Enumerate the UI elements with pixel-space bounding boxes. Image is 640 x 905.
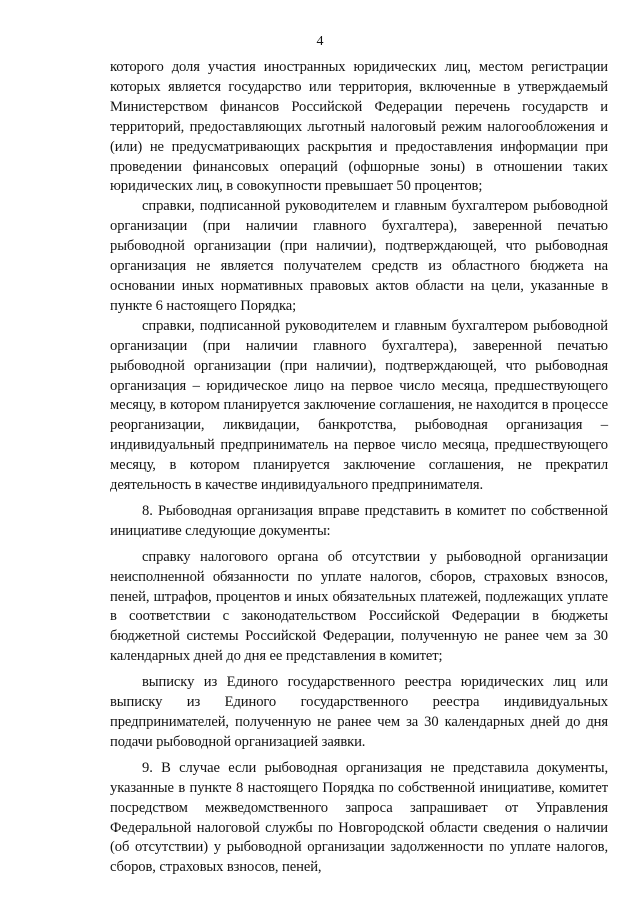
paragraph-registry-extract: выписку из Единого государственного реестра юридических лиц или выписку из Единого государственного реестра индивидуальных предпринимателей, полученную не ранее чем за 30 календарных дней до дня подачи рыбоводной организацией заявки. [110, 674, 608, 750]
paragraph-certificate-no-budget-funds: справки, подписанной руководителем и главным бухгалтером рыбоводной организации (при наличии главного бухгалтера), заверенной печатью рыбоводной организации (при наличии), подтверждающей, что рыбоводная организация не является получателем средств из областного бюджета на основании иных нормативных правовых актов области на цели, указанные в пункте 6 настоящего Порядка; [110, 198, 608, 314]
document-body [110, 58, 608, 878]
paragraph-continuation: которого доля участия иностранных юридических лиц, местом регистрации которых является государство или территория, включенные в утверждаемый Министерством финансов Российской Федерации перечень государств и территорий, предоставляющих льготный налоговый режим налогообложения и (или) не предусматривающих раскрытия и предоставления информации при проведении финансовых операций (офшорные зоны) в отношении таких юридических лиц, в совокупности превышает 50 процентов; [110, 59, 608, 195]
paragraph-item-9: 9. В случае если рыбоводная организация не представила документы, указанные в пункте 8 настоящего Порядка по собственной инициативе, комитет посредством межведомственного запроса запрашивает от Управления Федеральной налоговой службы по Новгородской области сведения о наличии (об отсутствии) у рыбоводной организации задолженности по уплате налогов, сборов, страховых взносов, пеней, [110, 759, 608, 876]
paragraph-certificate-no-reorganization: справки, подписанной руководителем и главным бухгалтером рыбоводной организации (при наличии главного бухгалтера), заверенной печатью рыбоводной организации (при наличии), подтверждающей, что рыбоводная организация – юридическое лицо на первое число месяца, предшествующего месяцу, в котором планируется заключение соглашения, не находится в процессе реорганизации, ликвидации, банкротства, рыбоводная организация – индивидуальный предприниматель на первое число месяца, предшествующего месяцу, в котором планируется заключение соглашения, не прекратил деятельность в качестве индивидуального предпринимателя. [110, 317, 608, 494]
paragraph-tax-certificate: справку налогового органа об отсутствии у рыбоводной организации неисполненной обязанности по уплате налогов, сборов, страховых взносов, пеней, штрафов, процентов и иных обязательных платежей, подлежащих уплате в соответствии с законодательством Российской Федерации в бюджеты бюджетной системы Российской Федерации, полученную не ранее чем за 30 календарных дней до дня ее представления в комитет; [110, 548, 608, 665]
page-number: 4 [316, 34, 324, 49]
paragraph-item-8: 8. Рыбоводная организация вправе представить в комитет по собственной инициативе следующие документы: [110, 502, 608, 539]
